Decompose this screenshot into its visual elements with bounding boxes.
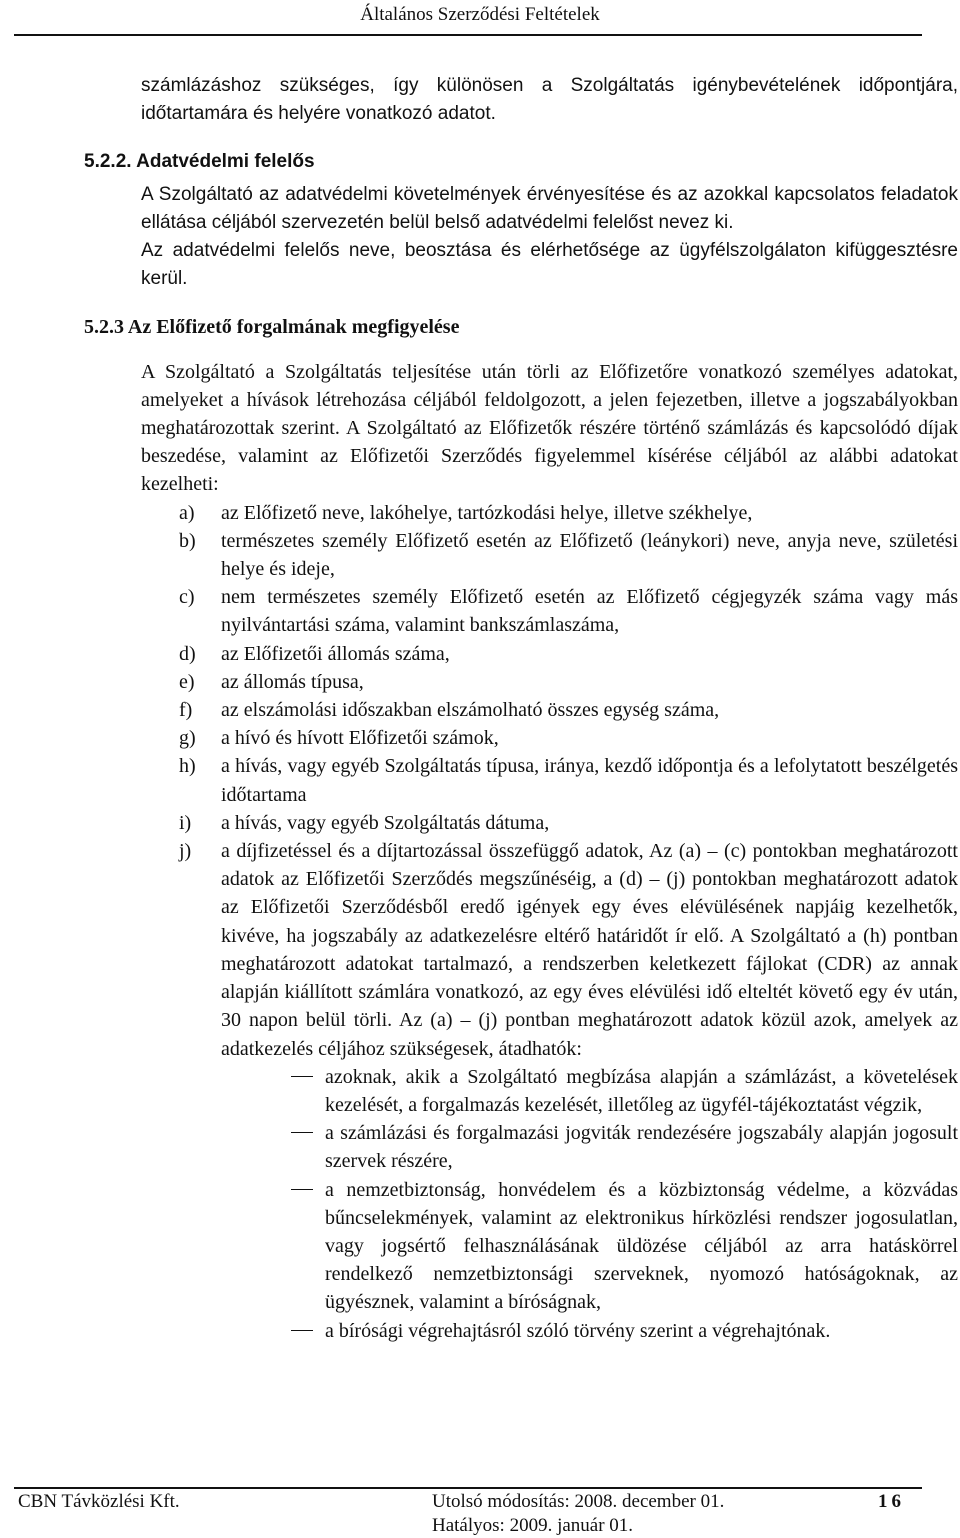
list-item-label: f) <box>179 699 193 722</box>
intro-paragraph: számlázáshoz szükséges, így különösen a Szolgáltatás igénybevételének időpontjára, időtartamára és helyére vonatkozó adatot. <box>141 75 958 125</box>
list-item-text: az elszámolási időszakban elszámolható összes egység száma, <box>221 699 720 722</box>
footer-last-modified: Utolsó módosítás: 2008. december 01. <box>432 1491 725 1512</box>
list-item-label: g) <box>179 727 196 750</box>
dash-bullet-icon <box>291 1189 313 1190</box>
dash-list-item <box>221 1176 958 1317</box>
list-item <box>141 696 958 724</box>
dash-list-item <box>221 1317 958 1345</box>
list-item-text: a hívás, vagy egyéb Szolgáltatás dátuma, <box>221 811 550 834</box>
list-item-label: h) <box>179 755 196 778</box>
page-content <box>84 72 958 1345</box>
footer-page-number: 16 <box>878 1491 905 1512</box>
list-item-label: c) <box>179 586 195 609</box>
list-item-text: nem természetes személy Előfizető esetén az Előfizető cégjegyzék száma vagy más nyilvántartási száma, valamint bankszámlaszáma, <box>221 586 958 637</box>
list-item-label: a) <box>179 501 195 524</box>
section-5-2-3-paragraph: A Szolgáltató a Szolgáltatás teljesítése után törli az Előfizetőre vonatkozó személyes adatokat, amelyeket a hívások létrehozása céljából feldolgozott, a jelen fejezetben, illetve a jogszabályokban meghatározottak szerint. A Szolgáltató az Előfizetők részére történő számlázás és kapcsolódó díjak beszedése, valamint az Előfizetői Szerződés figyelemmel kísérése céljából az alábbi adatokat kezelheti: <box>141 360 958 496</box>
list-item <box>141 527 958 583</box>
footer-divider <box>14 1487 922 1489</box>
list-item-text: az Előfizetői állomás száma, <box>221 642 450 665</box>
list-item-label: i) <box>179 811 192 834</box>
list-item <box>141 583 958 639</box>
data-items-list <box>141 499 958 1345</box>
footer-company: CBN Távközlési Kft. <box>18 1491 180 1512</box>
list-item-text: az állomás típusa, <box>221 670 364 693</box>
list-item <box>141 724 958 752</box>
list-item-text: a díjfizetéssel és a díjtartozással összefüggő adatok, Az (a) – (c) pontokban meghatározott adatok az Előfizetői Szerződés megszűnéséig, a (d) – (j) pontokban meghatározott adatok az Előfizetői Szerződésből eredő igények egy éves elévülésének napjáig kezelhetők, kivéve, ha jogszabály az adatkezelésre eltérő határidőt ír elő. A Szolgáltató a (h) pontban meghatározott adatokat tartalmazó, a rendszerben keletkezett fájlokat (CDR) az annak alapján kiállított számlára vonatkozó, az egy éves elévülési idő elteltét követő egy év után, 30 napon belül törli. Az (a) – (j) pontban meghatározott adatok közül azok, amelyek az adatkezelés céljához szükségesek, átadhatók: <box>221 840 958 1060</box>
list-item <box>141 752 958 808</box>
list-item-text: természetes személy Előfizető esetén az Előfizető (leánykori) neve, anyja neve, születési helye és ideje, <box>221 529 958 581</box>
list-item-label: e) <box>179 670 195 693</box>
list-item <box>141 809 958 837</box>
dash-bullet-icon <box>291 1076 313 1077</box>
dash-bullet-icon <box>291 1132 313 1133</box>
header-divider <box>14 34 922 36</box>
dash-item-text: azoknak, akik a Szolgáltató megbízása alapján a számlázást, a követelések kezelését, a forgalmazás kezelését, illetőleg az ügyfél-tájékoztatást végzik, <box>325 1065 958 1116</box>
dash-list-item <box>221 1119 958 1175</box>
list-item <box>141 499 958 527</box>
list-item-text: a hívás, vagy egyéb Szolgáltatás típusa, iránya, kezdő időpontja és a lefolytatott beszélgetés időtartama <box>221 755 958 806</box>
dash-item-text: a bírósági végrehajtásról szóló törvény szerint a végrehajtónak. <box>325 1319 831 1342</box>
dash-item-text: a számlázási és forgalmazási jogviták rendezésére jogszabály alapján jogosult szervek részére, <box>325 1122 958 1173</box>
section-heading-5-2-2: 5.2.2. Adatvédelmi felelős <box>84 151 315 173</box>
list-item-label: b) <box>179 529 196 552</box>
section-5-2-2-paragraph-2: Az adatvédelmi felelős neve, beosztása és elérhetősége az ügyfélszolgálaton kifüggesztésre kerül. <box>141 240 958 290</box>
dash-item-text: a nemzetbiztonság, honvédelem és a közbiztonság védelme, a közvádas bűncselekmények, valamint az elektronikus hírközlési rendszer jogosulatlan, vagy jogsértő felhasználásának üldözése céljából az arra hatáskörrel rendelkező nemzetbiztonsági szerveknek, nyomozó hatóságoknak, az ügyésznek, valamint a bíróságnak, <box>325 1178 958 1314</box>
list-item-text: az Előfizető neve, lakóhelye, tartózkodási helye, illetve székhelye, <box>221 501 753 524</box>
list-item <box>141 837 958 1345</box>
list-item-text: a hívó és hívott Előfizetői számok, <box>221 727 499 750</box>
footer-effective-date: Hatályos: 2009. január 01. <box>432 1515 634 1536</box>
list-item <box>141 668 958 696</box>
section-5-2-2-paragraph-1: A Szolgáltató az adatvédelmi követelmények érvényesítése és az azokkal kapcsolatos feladatok ellátása céljából szervezetén belül belső adatvédelmi felelőst nevez ki. <box>141 183 958 233</box>
list-item <box>141 640 958 668</box>
list-item-label: j) <box>179 840 192 863</box>
dash-bullet-icon <box>291 1330 313 1331</box>
recipients-dash-list <box>221 1063 958 1345</box>
list-item-label: d) <box>179 642 196 665</box>
dash-list-item <box>221 1063 958 1119</box>
section-heading-5-2-3: 5.2.3 Az Előfizető forgalmának megfigyelése <box>84 316 460 339</box>
header-title: Általános Szerződési Feltételek <box>360 4 600 25</box>
